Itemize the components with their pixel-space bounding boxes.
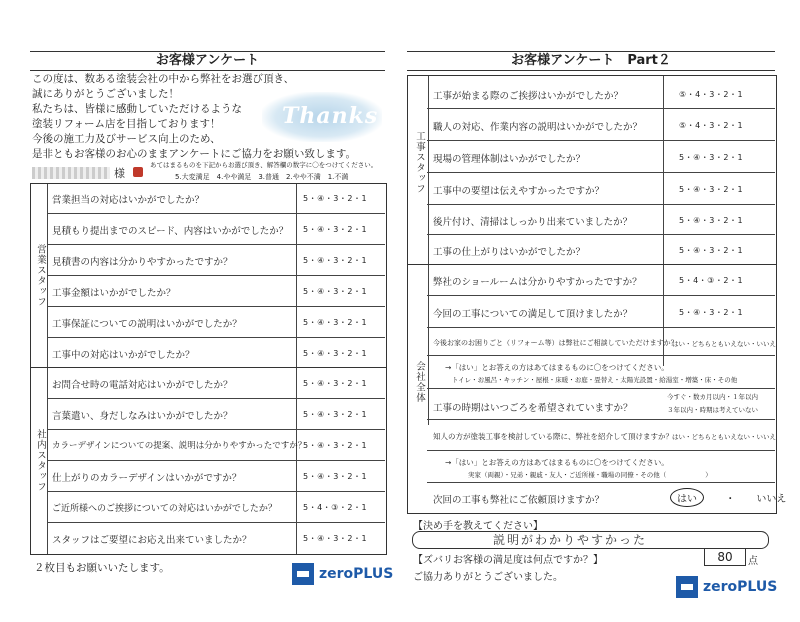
row-divider	[47, 244, 385, 245]
score-unit: 点	[748, 556, 758, 567]
question-text: 仕上がりのカラーデザインはいかがですか？	[52, 473, 242, 484]
rating-answer: 5・④・3・2・1	[303, 349, 368, 358]
question-text: 見積もり提出までのスピード、内容はいかがでしたか？	[52, 226, 289, 237]
left-title: お客様アンケート	[30, 51, 385, 71]
row-divider	[47, 522, 385, 523]
row-divider	[47, 306, 385, 307]
question-text: 職人の対応、作業内容の説明はいかがでしたか？	[433, 122, 643, 133]
rating-answer: 5・④・3・2・1	[303, 472, 368, 481]
q9-sub-instruction: →「はい」とお答えの方はあてはまるものに〇をつけてください。	[445, 363, 669, 372]
row-divider	[47, 429, 385, 430]
row-divider	[427, 419, 775, 420]
reason-answer-box	[412, 531, 769, 549]
left-label-column-divider	[47, 184, 48, 554]
row-divider	[47, 491, 385, 492]
score-box	[704, 548, 746, 566]
question-text: 工事金額はいかがでしたか？	[52, 288, 176, 299]
question-text: 工事の仕上がりはいかがでしたか？	[433, 247, 586, 258]
rating-answer: 5・④・3・2・1	[303, 194, 368, 203]
rating-answer: 5・④・3・2・1	[303, 225, 368, 234]
rating-answer: 5・④・3・2・1	[303, 534, 368, 543]
question-text: 知人の方が塗装工事を検討している際に、弊社を紹介して頂けますか？	[433, 432, 673, 441]
question-text: 工事保証についての説明はいかがでしたか？	[52, 319, 242, 330]
question-text: 弊社のショールームは分かりやすかったですか？	[433, 277, 642, 288]
rating-answer: ⑤・4・3・2・1	[679, 121, 744, 130]
row-divider	[427, 482, 775, 483]
q9-options: トイレ・お風呂・キッチン・屋根・床暖・お庭・畳替え・太陽光設置・給湯室・増築・床・その他	[452, 376, 738, 384]
row-divider	[47, 275, 385, 276]
left-footer-note: ２枚目もお願いいたします。	[34, 562, 170, 574]
section-label-office: 社内スタッフ	[35, 429, 46, 492]
rating-answer: 5・④・3・2・1	[679, 246, 744, 255]
question-text: 今回の工事についての満足して頂けましたか？	[433, 309, 633, 320]
left-intro: この度は、数ある塗装会社の中から弊社をお選び頂き、 誠にありがとうございました！ 私たちは、皆様に感動していただけるような 塗装リフォーム店を目指しております！ 今後の施工力及びサービス向上のため、 是非ともお客様のお心のままアンケートにご協力をお願い致します。	[32, 73, 357, 160]
question-text: 工事の時期はいつごろを希望されていますか？	[433, 403, 633, 414]
q12-no: いいえ	[756, 494, 787, 505]
rating-answer: 5・④・3・2・1	[679, 216, 744, 225]
question-text: 言葉遣い、身だしなみはいかがでしたか？	[52, 411, 233, 422]
row-divider	[47, 398, 385, 399]
thanks-watermark-text: Thanks	[282, 103, 379, 129]
q10-options-line1: 今すぐ・数カ月以内・１年以内	[667, 393, 758, 401]
right-title: お客様アンケート Part２	[407, 51, 775, 71]
rating-answer: 5・④・3・2・1	[303, 379, 368, 388]
row-divider	[47, 337, 385, 338]
rating-answer: 5・④・3・2・1	[303, 318, 368, 327]
rating-answer: 5・④・3・2・1	[679, 153, 744, 162]
question-text: 営業担当の対応はいかがでしたか？	[52, 195, 205, 206]
question-text: 工事中の対応はいかがでしたか？	[52, 350, 195, 361]
customer-suffix: 様	[114, 167, 125, 180]
row-divider	[427, 327, 775, 328]
score-value: 80	[717, 550, 733, 564]
question-text: 次回の工事も弊社にご依頼頂けますか？	[433, 495, 605, 506]
question-text: 今後お家のお困りごと（リフォーム等）は弊社にご相談していただけますか？	[433, 339, 678, 347]
question-text: お問合せ時の電話対応はいかがでしたか？	[52, 380, 233, 391]
left-logo	[292, 563, 393, 585]
row-divider	[427, 204, 775, 205]
customer-name-redacted	[32, 167, 110, 179]
left-survey-table	[30, 183, 387, 555]
score-question: 【ズバリお客様の満足度は何点ですか？】	[413, 555, 603, 566]
row-divider	[427, 234, 775, 235]
scale-note: あてはまるものを下記からお選び頂き、解答欄の数字に〇をつけてください。	[150, 161, 378, 169]
rating-answer: はい・どちらともいえない・いいえ	[672, 340, 776, 348]
reason-label: 【決め手を教えてください】	[413, 521, 543, 532]
question-text: 後片付け、清掃はしっかり出来ていましたか？	[433, 217, 633, 228]
left-rating-column-divider	[296, 184, 297, 554]
zeroplus-logo-icon	[292, 563, 314, 585]
rating-answer: 5・④・3・2・1	[303, 287, 368, 296]
question-text: 現場の管理体制はいかがでしたか？	[433, 154, 586, 165]
rating-answer: 5・④・3・2・1	[679, 308, 744, 317]
row-divider	[427, 108, 775, 109]
right-section-divider	[408, 264, 776, 265]
question-text: スタッフはご要望にお応え出来ていましたか？	[52, 535, 252, 546]
row-divider	[47, 213, 385, 214]
section-label-sales: 営業スタッフ	[35, 244, 46, 307]
logo-text: zeroPLUS	[319, 566, 394, 582]
rating-answer: 5・④・3・2・1	[679, 185, 744, 194]
row-divider	[427, 140, 775, 141]
zeroplus-logo-icon	[676, 576, 698, 598]
rating-answer: 5・4・③・2・1	[679, 276, 744, 285]
row-divider	[427, 295, 775, 296]
question-text: 見積書の内容は分かりやすかったですか？	[52, 257, 233, 268]
row-divider	[427, 172, 775, 173]
q12-yes-circled: はい	[670, 488, 704, 507]
thanks-message: ご協力ありがとうございました。	[413, 572, 563, 583]
right-rating-column-divider	[663, 76, 664, 366]
row-divider	[47, 460, 385, 461]
q12-separator: ・	[725, 494, 736, 505]
rating-answer: 5・④・3・2・1	[303, 410, 368, 419]
rating-answer: 5・4・③・2・1	[303, 503, 368, 512]
rating-answer: 5・④・3・2・1	[303, 441, 368, 450]
right-logo	[676, 576, 777, 598]
question-text: 工事が始まる際のご挨拶はいかがでしたか？	[433, 91, 624, 102]
question-text: カラーデザインについての提案、説明は分かりやすかったですか？	[52, 441, 307, 451]
q11-sub-instruction: →「はい」とお答えの方はあてはまるものに〇をつけてください。	[445, 458, 669, 467]
row-divider	[427, 355, 775, 356]
rating-answer: 5・④・3・2・1	[303, 256, 368, 265]
question-text: 工事中の要望は伝えやすかったですか？	[433, 186, 605, 197]
right-label-column-divider	[428, 76, 429, 425]
logo-text: zeroPLUS	[703, 579, 778, 595]
q12-answer	[670, 488, 786, 507]
q10-options-line2: ３年以内・時期は考えていない	[667, 406, 758, 414]
rating-answer: ⑤・4・3・2・1	[679, 90, 744, 99]
left-section-divider	[31, 367, 386, 368]
stamp-icon	[133, 167, 143, 177]
section-label-construction: 工事スタッフ	[414, 131, 425, 194]
row-divider	[427, 450, 775, 451]
scale-labels: 5.大変満足 4.やや満足 3.普通 2.やや不満 1.不満	[175, 173, 349, 181]
row-divider	[427, 388, 775, 389]
q11-options: 実家（両親）・兄弟・親戚・友人・ご近所様・職場の同僚・その他（ ）	[468, 471, 712, 479]
question-text: ご近所様へのご挨拶についての対応はいかがでしたか？	[52, 504, 277, 514]
section-label-company: 会社全体	[414, 361, 425, 403]
rating-answer: はい・どちらともいえない・いいえ	[672, 433, 776, 441]
reason-answer-handwritten: 説明がわかりやすかった	[493, 533, 648, 547]
